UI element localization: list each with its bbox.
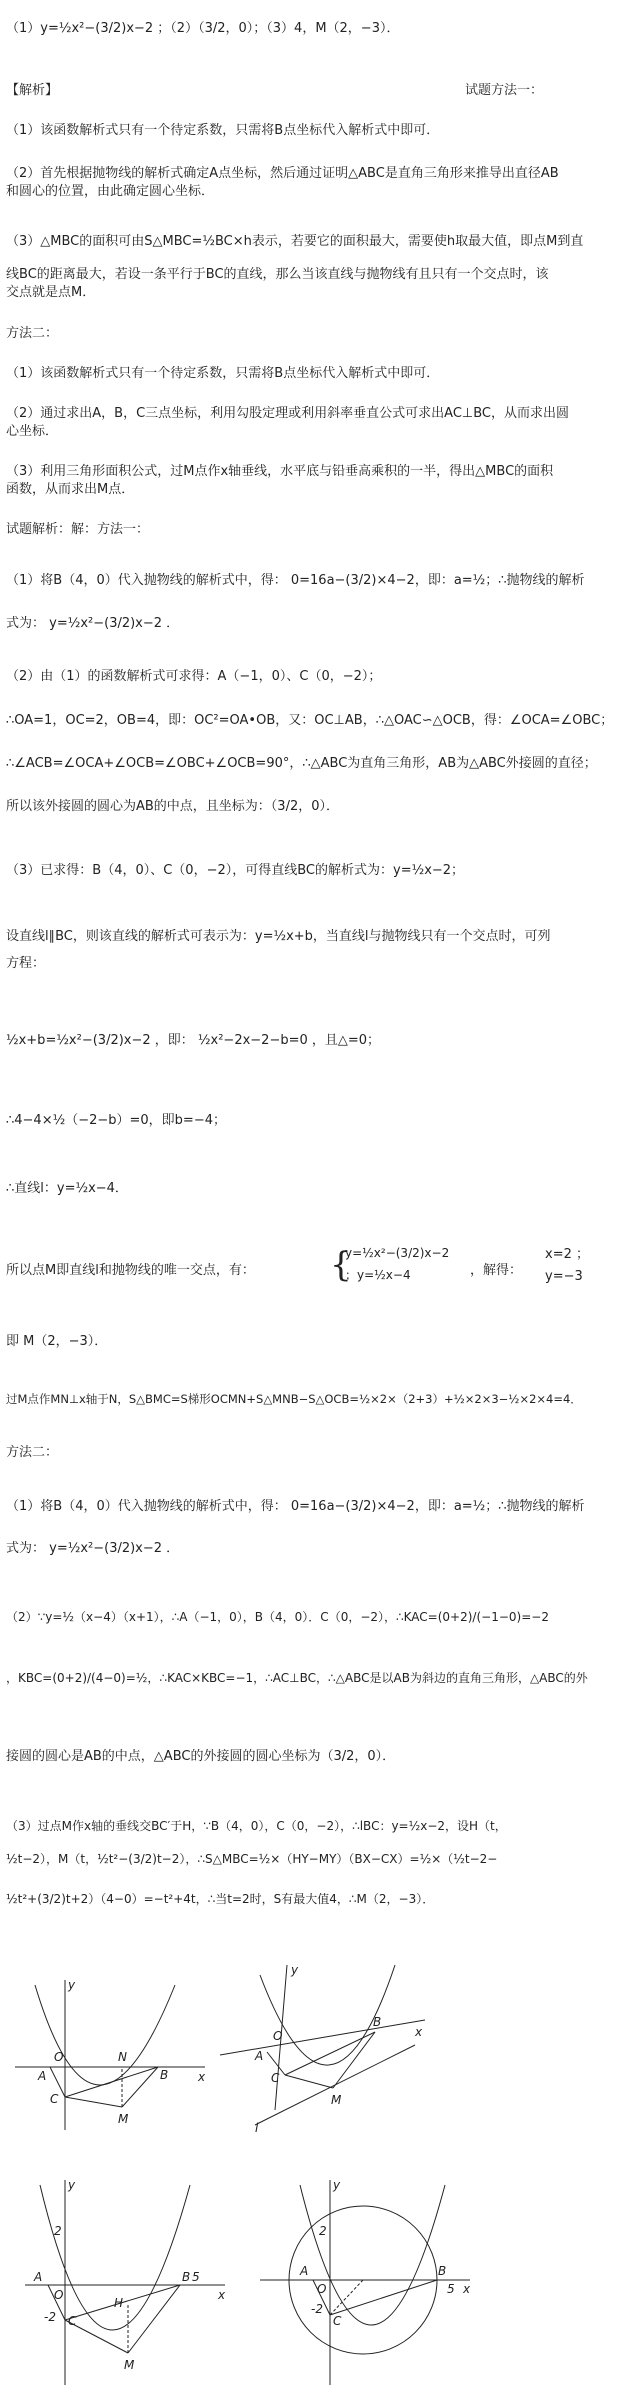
equation-system-text: y=½x²−(3/2)x−2 ；y=½x−4 <box>345 1246 450 1282</box>
label-a: A <box>300 2264 309 2278</box>
label-minus-two: -2 <box>311 2302 323 2316</box>
analysis-line: （2）首先根据抛物线的解析式确定A点坐标，然后通过证明△ABC是直角三角形来推导出直径AB <box>6 166 559 181</box>
segment-cm <box>285 2075 333 2088</box>
solution-line: ∴直线l：y=½x−4． <box>6 1181 128 1196</box>
label-o: O <box>317 2282 327 2296</box>
label-c: C <box>333 2314 342 2328</box>
solution-title: 试题解析：解：方法一： <box>6 522 150 537</box>
label-b: B <box>182 2270 191 2284</box>
label-five: 5 <box>447 2282 455 2296</box>
solution-line: 所以点M即直线l和抛物线的唯一交点，有： <box>6 1263 255 1278</box>
label-m: M <box>124 2358 135 2372</box>
label-a: A <box>255 2049 264 2063</box>
method2b-line: （1）将B（4，0）代入抛物线的解析式中，得： 0=16a−(3/2)×4−2，即：a=½；∴抛物线的解析 <box>6 1499 585 1514</box>
segment-mb <box>128 2285 180 2353</box>
label-m: M <box>331 2093 342 2107</box>
label-two: 2 <box>319 2224 327 2238</box>
method2-line: （3）利用三角形面积公式，过M点作x轴垂线，水平底与铅垂高乘积的一半，得出△MBC的面积 <box>6 464 554 479</box>
label-b: B <box>160 2068 169 2082</box>
solution-line: 式为： y=½x²−(3/2)x−2 ． <box>6 616 180 631</box>
answer-line: （1）y=½x²−(3/2)x−2 ；（2）（3/2，0）；（3）4，M（2，−3）． <box>6 21 400 36</box>
method2-title: 方法二： <box>6 326 59 341</box>
label-n: N <box>118 2050 127 2064</box>
method2b-title: 方法二： <box>6 1445 59 1460</box>
label-x: x <box>463 2282 471 2296</box>
method2-line: （2）通过求出A，B，C三点坐标，利用勾股定理或利用斜率垂直公式可求出AC⊥BC，从而求出圆 <box>6 406 569 421</box>
method2b-line: 式为： y=½x²−(3/2)x−2 ． <box>6 1541 180 1556</box>
solution-values: x=2 ；y=−3 <box>545 1247 589 1284</box>
label-c: C <box>68 2314 77 2328</box>
label-a: A <box>38 2069 47 2083</box>
label-c: C <box>271 2071 280 2085</box>
method-label: 试题方法一： <box>465 83 544 98</box>
parabola <box>35 1985 175 2085</box>
analysis-title: 【解析】 <box>6 83 59 98</box>
method2b-line: ½t−2），M（t，½t²−(3/2)t−2），∴S△MBC=½×（HY−MY）（BX−CX）=½×（½t−2− <box>6 1852 498 1866</box>
label-y: y <box>291 1963 299 1977</box>
label-o: O <box>273 2029 283 2043</box>
label-y: y <box>68 1978 76 1992</box>
label-o: O <box>54 2050 64 2064</box>
label-y: y <box>68 2178 76 2192</box>
label-x: x <box>218 2288 226 2302</box>
solution-line: 设直线l∥BC，则该直线的解析式可表示为：y=½x+b，当直线l与抛物线只有一个交点时，可列 <box>6 929 551 944</box>
label-minus-two: -2 <box>44 2310 56 2324</box>
label-y: y <box>333 2178 341 2192</box>
analysis-line: 交点就是点M． <box>6 285 96 300</box>
label-x: x <box>415 2025 423 2039</box>
segment-bc <box>285 2032 375 2075</box>
label-b: B <box>438 2264 447 2278</box>
solution-line: ½x+b=½x²−(3/2)x−2 ，即： ½x²−2x−2−b=0 ，且△=0； <box>6 1033 381 1048</box>
solution-line: 所以该外接圆的圆心为AB的中点，且坐标为：（3/2，0）． <box>6 799 340 814</box>
solution-line: 即 M（2，−3）． <box>6 1334 108 1349</box>
solution-line: ∴∠ACB=∠OCA+∠OCB=∠OBC+∠OCB=90°，∴△ABC为直角三角形，AB为△ABC外接圆的直径； <box>6 756 597 771</box>
analysis-line: 和圆心的位置，由此确定圆心坐标． <box>6 184 215 199</box>
analysis-line: 线BC的距离最大，若设一条平行于BC的直线，那么当该直线与抛物线有且只有一个交点时，该 <box>6 267 549 282</box>
method2-line: （1）该函数解析式只有一个待定系数，只需将B点坐标代入解析式中即可． <box>6 366 440 381</box>
solution-line: ∴OA=1，OC=2，OB=4，即：OC²=OA•OB，又：OC⊥AB，∴△OAC∽△OCB，得：∠OCA=∠OBC； <box>6 713 614 728</box>
label-m: M <box>118 2112 129 2126</box>
segment-bc <box>330 2280 437 2315</box>
analysis-line: （1）该函数解析式只有一个待定系数，只需将B点坐标代入解析式中即可． <box>6 123 440 138</box>
solution-line: 过M点作MN⊥x轴于N，S△BMC=S梯形OCMN+S△MNB−S△OCB=½×2×（2+3）+½×2×3−½×2×4=4． <box>6 1392 582 1406</box>
label-a: A <box>34 2270 43 2284</box>
label-l: l <box>255 2121 259 2135</box>
label-o: O <box>54 2288 64 2302</box>
figure-1 <box>10 1975 210 2135</box>
solution-line: （2）由（1）的函数解析式可求得：A（−1，0）、C（0，−2）； <box>6 669 382 684</box>
label-five: 5 <box>192 2270 200 2284</box>
solution-line: （1）将B（4，0）代入抛物线的解析式中，得： 0=16a−(3/2)×4−2，即：a=½；∴抛物线的解析 <box>6 573 585 588</box>
x-axis <box>220 2020 425 2055</box>
method2-line: 心坐标． <box>6 424 59 439</box>
figure-4 <box>255 2175 475 2390</box>
solved-label: ，解得： <box>470 1263 523 1278</box>
method2b-line: 接圆的圆心是AB的中点，△ABC的外接圆的圆心坐标为（3/2，0）． <box>6 1749 396 1764</box>
method2b-line: （2）∵y=½（x−4）（x+1），∴A（−1，0），B（4，0）．C（0，−2），∴KAC=(0+2)/(−1−0)=−2 <box>6 1610 549 1624</box>
segment-cm <box>65 2097 122 2107</box>
method2b-line: ，KBC=(0+2)/(4−0)=½，∴KAC×KBC=−1，∴AC⊥BC，∴△ABC是以AB为斜边的直角三角形，△ABC的外 <box>6 1671 588 1685</box>
method2b-line: （3）过点M作x轴的垂线交BC′于H，∵B（4，0），C（0，−2），∴lBC：y=½x−2，设H（t， <box>6 1819 507 1833</box>
solution-line: 方程： <box>6 956 46 971</box>
analysis-line: （3）△MBC的面积可由S△MBC=½BC×h表示，若要它的面积最大，需要使h取最大值，即点M到直 <box>6 234 584 249</box>
figure-3 <box>20 2175 230 2390</box>
label-h: H <box>114 2296 124 2310</box>
figure-2 <box>215 1960 430 2135</box>
segment-mb <box>333 2032 375 2088</box>
equation-system-brace: { <box>330 1245 352 1285</box>
label-b: B <box>373 2015 382 2029</box>
solution-line: （3）已求得：B（4，0）、C（0，−2），可得直线BC的解析式为：y=½x−2； <box>6 863 465 878</box>
method2-line: 函数，从而求出M点． <box>6 482 135 497</box>
label-c: C <box>50 2092 59 2106</box>
method2b-line: ½t²+(3/2)t+2）（4−0）=−t²+4t，∴当t=2时，S有最大值4，∴M（2，−3）． <box>6 1892 435 1906</box>
solution-line: ∴4−4×½（−2−b）=0，即b=−4； <box>6 1113 226 1128</box>
label-two: 2 <box>54 2224 62 2238</box>
label-x: x <box>198 2070 206 2084</box>
